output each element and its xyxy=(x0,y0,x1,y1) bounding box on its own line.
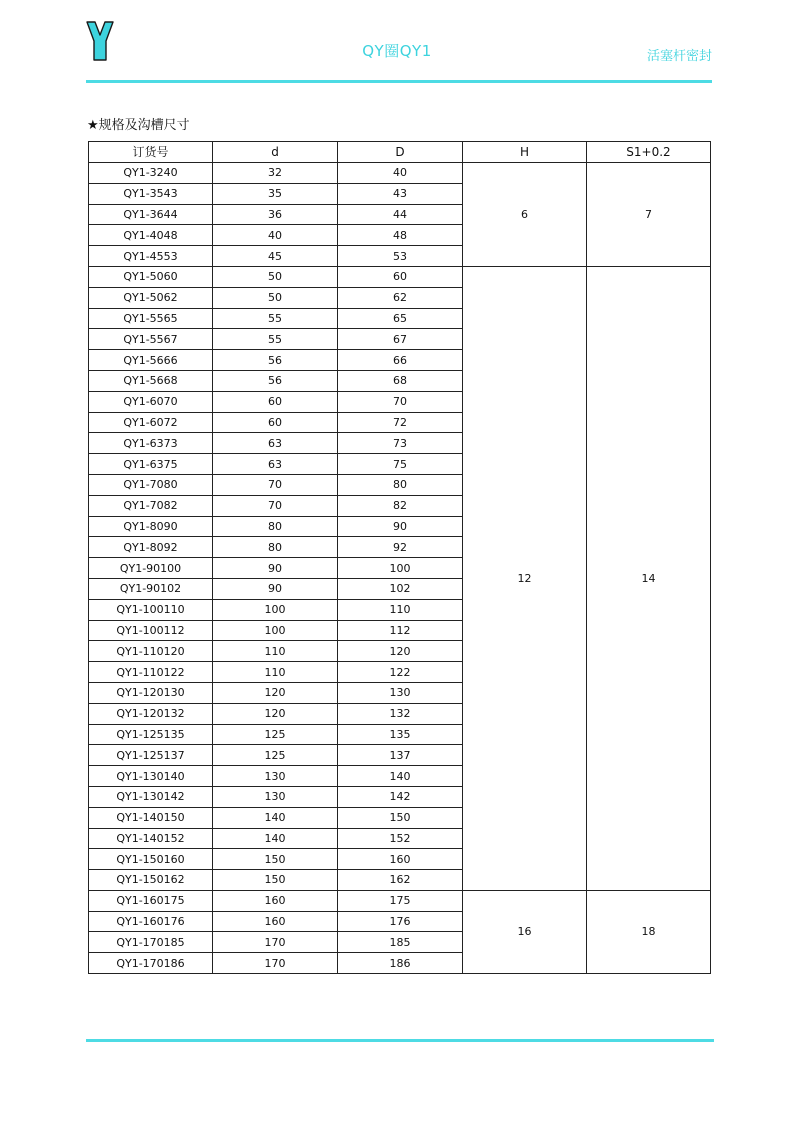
cell-D: 68 xyxy=(338,370,463,391)
cell-order-no: QY1-160175 xyxy=(89,890,213,911)
cell-order-no: QY1-110122 xyxy=(89,662,213,683)
header-H: H xyxy=(463,142,587,163)
cell-d: 36 xyxy=(213,204,338,225)
cell-order-no: QY1-8092 xyxy=(89,537,213,558)
cell-D: 162 xyxy=(338,870,463,891)
cell-d: 45 xyxy=(213,246,338,267)
cell-order-no: QY1-3644 xyxy=(89,204,213,225)
cell-order-no: QY1-170186 xyxy=(89,953,213,974)
cell-order-no: QY1-6375 xyxy=(89,454,213,475)
document-title: QY圈QY1 xyxy=(362,42,432,60)
cell-D: 43 xyxy=(338,183,463,204)
cell-order-no: QY1-5565 xyxy=(89,308,213,329)
cell-D: 102 xyxy=(338,578,463,599)
cell-d: 63 xyxy=(213,454,338,475)
cell-d: 63 xyxy=(213,433,338,454)
cell-S: 14 xyxy=(587,266,711,890)
cell-d: 100 xyxy=(213,620,338,641)
cell-D: 75 xyxy=(338,454,463,475)
cell-d: 50 xyxy=(213,266,338,287)
header-d: d xyxy=(213,142,338,163)
cell-d: 125 xyxy=(213,745,338,766)
cell-D: 90 xyxy=(338,516,463,537)
cell-D: 132 xyxy=(338,703,463,724)
cell-D: 176 xyxy=(338,911,463,932)
cell-D: 120 xyxy=(338,641,463,662)
cell-d: 100 xyxy=(213,599,338,620)
cell-d: 140 xyxy=(213,828,338,849)
cell-order-no: QY1-160176 xyxy=(89,911,213,932)
cell-d: 60 xyxy=(213,391,338,412)
cell-d: 160 xyxy=(213,911,338,932)
table-row xyxy=(89,266,711,287)
cell-order-no: QY1-140152 xyxy=(89,828,213,849)
cell-D: 160 xyxy=(338,849,463,870)
cell-D: 142 xyxy=(338,786,463,807)
cell-d: 150 xyxy=(213,849,338,870)
cell-order-no: QY1-6070 xyxy=(89,391,213,412)
cell-D: 140 xyxy=(338,766,463,787)
cell-order-no: QY1-5668 xyxy=(89,370,213,391)
cell-order-no: QY1-120132 xyxy=(89,703,213,724)
cell-d: 56 xyxy=(213,370,338,391)
cell-order-no: QY1-140150 xyxy=(89,807,213,828)
cell-D: 150 xyxy=(338,807,463,828)
cell-D: 112 xyxy=(338,620,463,641)
cell-d: 110 xyxy=(213,641,338,662)
cell-order-no: QY1-5062 xyxy=(89,287,213,308)
cell-D: 53 xyxy=(338,246,463,267)
cell-order-no: QY1-100110 xyxy=(89,599,213,620)
cell-S: 18 xyxy=(587,890,711,973)
cell-order-no: QY1-130140 xyxy=(89,766,213,787)
cell-d: 160 xyxy=(213,890,338,911)
spec-table-body xyxy=(89,163,711,974)
table-row xyxy=(89,163,711,184)
cell-D: 70 xyxy=(338,391,463,412)
cell-D: 66 xyxy=(338,350,463,371)
cell-D: 80 xyxy=(338,474,463,495)
cell-order-no: QY1-3543 xyxy=(89,183,213,204)
table-header-row xyxy=(89,142,711,163)
cell-d: 35 xyxy=(213,183,338,204)
cell-order-no: QY1-6072 xyxy=(89,412,213,433)
cell-d: 70 xyxy=(213,474,338,495)
header-order-no: 订货号 xyxy=(89,142,213,163)
cell-H: 6 xyxy=(463,163,587,267)
cell-d: 170 xyxy=(213,932,338,953)
cell-order-no: QY1-130142 xyxy=(89,786,213,807)
cell-d: 50 xyxy=(213,287,338,308)
cell-d: 90 xyxy=(213,558,338,579)
cell-order-no: QY1-7082 xyxy=(89,495,213,516)
table-row xyxy=(89,890,711,911)
cell-S: 7 xyxy=(587,163,711,267)
cell-order-no: QY1-4048 xyxy=(89,225,213,246)
cell-d: 40 xyxy=(213,225,338,246)
cell-order-no: QY1-5567 xyxy=(89,329,213,350)
cell-d: 140 xyxy=(213,807,338,828)
cell-D: 67 xyxy=(338,329,463,350)
cell-order-no: QY1-8090 xyxy=(89,516,213,537)
cell-order-no: QY1-90102 xyxy=(89,578,213,599)
cell-order-no: QY1-4553 xyxy=(89,246,213,267)
cell-d: 60 xyxy=(213,412,338,433)
cell-D: 73 xyxy=(338,433,463,454)
footer-divider xyxy=(86,1039,714,1042)
cell-D: 100 xyxy=(338,558,463,579)
cell-d: 32 xyxy=(213,163,338,184)
cell-order-no: QY1-7080 xyxy=(89,474,213,495)
cell-d: 110 xyxy=(213,662,338,683)
cell-d: 150 xyxy=(213,870,338,891)
cell-order-no: QY1-150160 xyxy=(89,849,213,870)
cell-D: 44 xyxy=(338,204,463,225)
cell-D: 122 xyxy=(338,662,463,683)
spec-table xyxy=(88,141,711,974)
cell-D: 65 xyxy=(338,308,463,329)
cell-D: 82 xyxy=(338,495,463,516)
cell-d: 170 xyxy=(213,953,338,974)
category-label: 活塞杆密封 xyxy=(646,49,712,64)
section-title: ★规格及沟槽尺寸 xyxy=(87,118,190,133)
cell-d: 90 xyxy=(213,578,338,599)
cell-D: 135 xyxy=(338,724,463,745)
cell-D: 40 xyxy=(338,163,463,184)
cell-d: 120 xyxy=(213,682,338,703)
cell-order-no: QY1-125135 xyxy=(89,724,213,745)
cell-d: 55 xyxy=(213,329,338,350)
header-divider xyxy=(86,80,712,83)
cell-order-no: QY1-3240 xyxy=(89,163,213,184)
cell-D: 60 xyxy=(338,266,463,287)
cell-d: 120 xyxy=(213,703,338,724)
cell-d: 70 xyxy=(213,495,338,516)
cell-order-no: QY1-6373 xyxy=(89,433,213,454)
cell-order-no: QY1-120130 xyxy=(89,682,213,703)
cell-d: 130 xyxy=(213,766,338,787)
cell-order-no: QY1-170185 xyxy=(89,932,213,953)
cell-d: 80 xyxy=(213,537,338,558)
cell-D: 72 xyxy=(338,412,463,433)
cell-d: 55 xyxy=(213,308,338,329)
cell-order-no: QY1-5666 xyxy=(89,350,213,371)
cell-order-no: QY1-100112 xyxy=(89,620,213,641)
cell-D: 110 xyxy=(338,599,463,620)
cell-D: 48 xyxy=(338,225,463,246)
cell-D: 185 xyxy=(338,932,463,953)
cell-order-no: QY1-125137 xyxy=(89,745,213,766)
header-S: S1+0.2 xyxy=(587,142,711,163)
cell-H: 12 xyxy=(463,266,587,890)
cell-order-no: QY1-90100 xyxy=(89,558,213,579)
cell-d: 56 xyxy=(213,350,338,371)
cell-order-no: QY1-5060 xyxy=(89,266,213,287)
cell-D: 62 xyxy=(338,287,463,308)
cell-D: 175 xyxy=(338,890,463,911)
cell-d: 130 xyxy=(213,786,338,807)
header-D: D xyxy=(338,142,463,163)
cell-D: 137 xyxy=(338,745,463,766)
cell-D: 152 xyxy=(338,828,463,849)
cell-order-no: QY1-110120 xyxy=(89,641,213,662)
cell-order-no: QY1-150162 xyxy=(89,870,213,891)
cell-H: 16 xyxy=(463,890,587,973)
cell-D: 186 xyxy=(338,953,463,974)
cell-d: 125 xyxy=(213,724,338,745)
cell-d: 80 xyxy=(213,516,338,537)
cell-D: 130 xyxy=(338,682,463,703)
cell-D: 92 xyxy=(338,537,463,558)
